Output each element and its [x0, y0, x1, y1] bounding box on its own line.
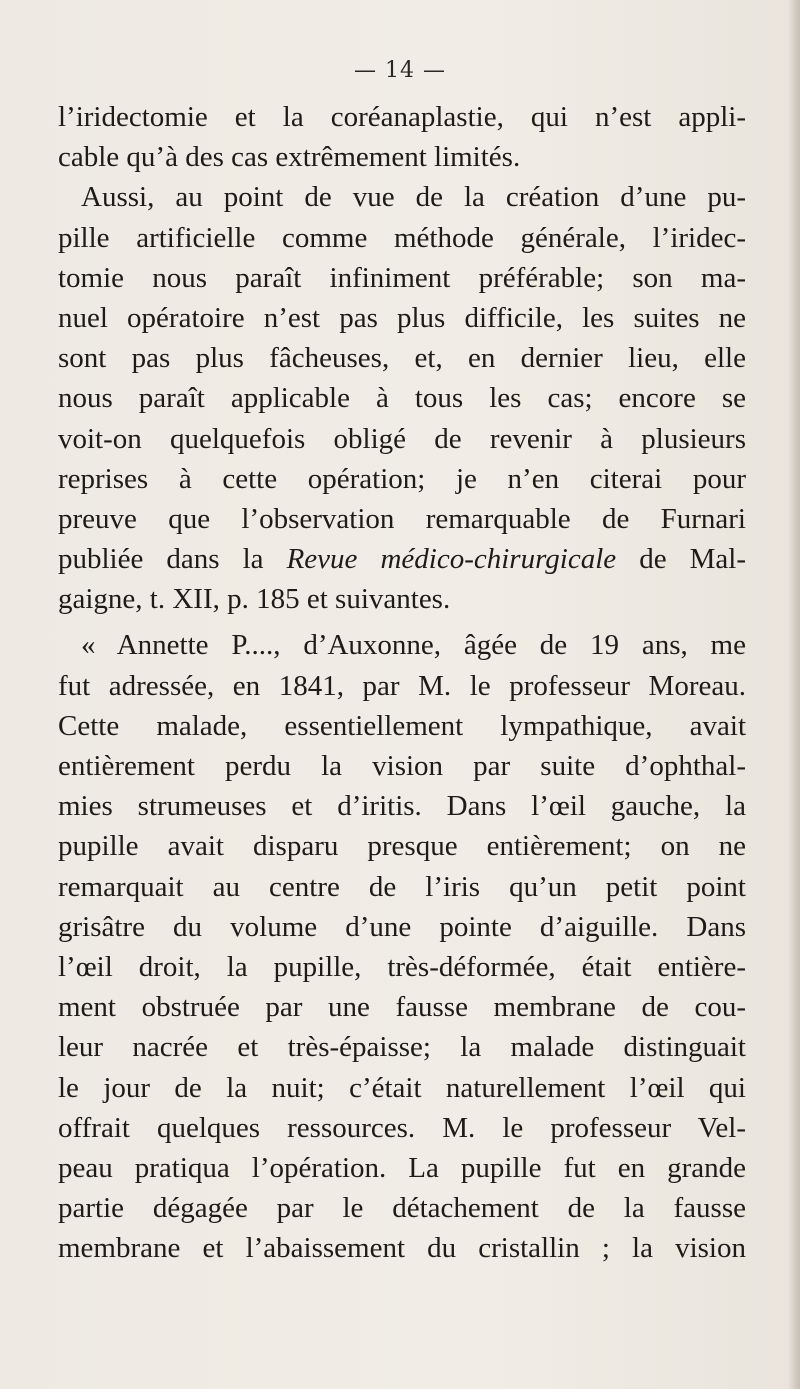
text-line: mies strumeuses et d’iritis. Dans l’œil gauche, la: [58, 790, 746, 823]
text-line: pille artificielle comme méthode générale, l’iridec-: [58, 221, 746, 254]
text-line: tomie nous paraît infiniment préférable; son ma-: [58, 261, 746, 294]
text-line: le jour de la nuit; c’était naturellement l’œil qui: [58, 1071, 746, 1104]
text-line: pupille avait disparu presque entièrement; on ne: [58, 830, 746, 863]
text-line: remarquait au centre de l’iris qu’un petit point: [58, 870, 746, 903]
text-line: voit-on quelquefois obligé de revenir à plusieurs: [58, 422, 746, 455]
text-line: l’iridectomie et la coréanaplastie, qui n’est appli-: [58, 101, 746, 133]
text-line: preuve que l’observation remarquable de Furnari: [58, 502, 746, 535]
text-line: entièrement perdu la vision par suite d’ophthal-: [58, 750, 746, 782]
text-line: « Annette P...., d’Auxonne, âgée de 19 ans, me: [81, 629, 746, 662]
page-number: — 14 —: [354, 58, 446, 83]
text-line: membrane et l’abaissement du cristallin ; la vision: [58, 1232, 746, 1265]
text-line: reprises à cette opération; je n’en citerai pour: [58, 462, 746, 495]
text-line: gaigne, t. XII, p. 185 et suivantes.: [58, 583, 451, 616]
body-text: [58, 97, 746, 1268]
text-fragment: publiée dans la: [58, 543, 287, 576]
text-line: offrait quelques ressources. M. le professeur Vel-: [58, 1111, 746, 1144]
text-line: partie dégagée par le détachement de la fausse: [58, 1192, 746, 1225]
text-line: grisâtre du volume d’une pointe d’aiguille. Dans: [58, 910, 746, 943]
text-line: sont pas plus fâcheuses, et, en dernier lieu, elle: [58, 342, 746, 375]
text-line: Cette malade, essentiellement lympathique, avait: [58, 709, 746, 742]
text-line: fut adressée, en 1841, par M. le professeur Moreau.: [58, 669, 746, 702]
text-line: cable qu’à des cas extrêmement limités.: [58, 141, 521, 174]
text-line: ment obstruée par une fausse membrane de cou-: [58, 991, 746, 1024]
text-line: nous paraît applicable à tous les cas; encore se: [58, 382, 746, 415]
text-line: Aussi, au point de vue de la création d’une pu-: [81, 181, 746, 214]
text-line: nuel opératoire n’est pas plus difficile, les suites ne: [58, 301, 746, 334]
text-line: peau pratiqua l’opération. La pupille fut en grande: [58, 1151, 746, 1184]
text-line: leur nacrée et très-épaisse; la malade distinguait: [58, 1031, 746, 1064]
text-line-with-citation: [58, 539, 746, 579]
page-spine-shadow: [788, 0, 800, 1389]
journal-title: Revue médico-chirurgicale: [286, 543, 617, 576]
text-line: l’œil droit, la pupille, très-déformée, était entière-: [58, 950, 746, 983]
text-fragment: de Mal-: [616, 543, 746, 576]
